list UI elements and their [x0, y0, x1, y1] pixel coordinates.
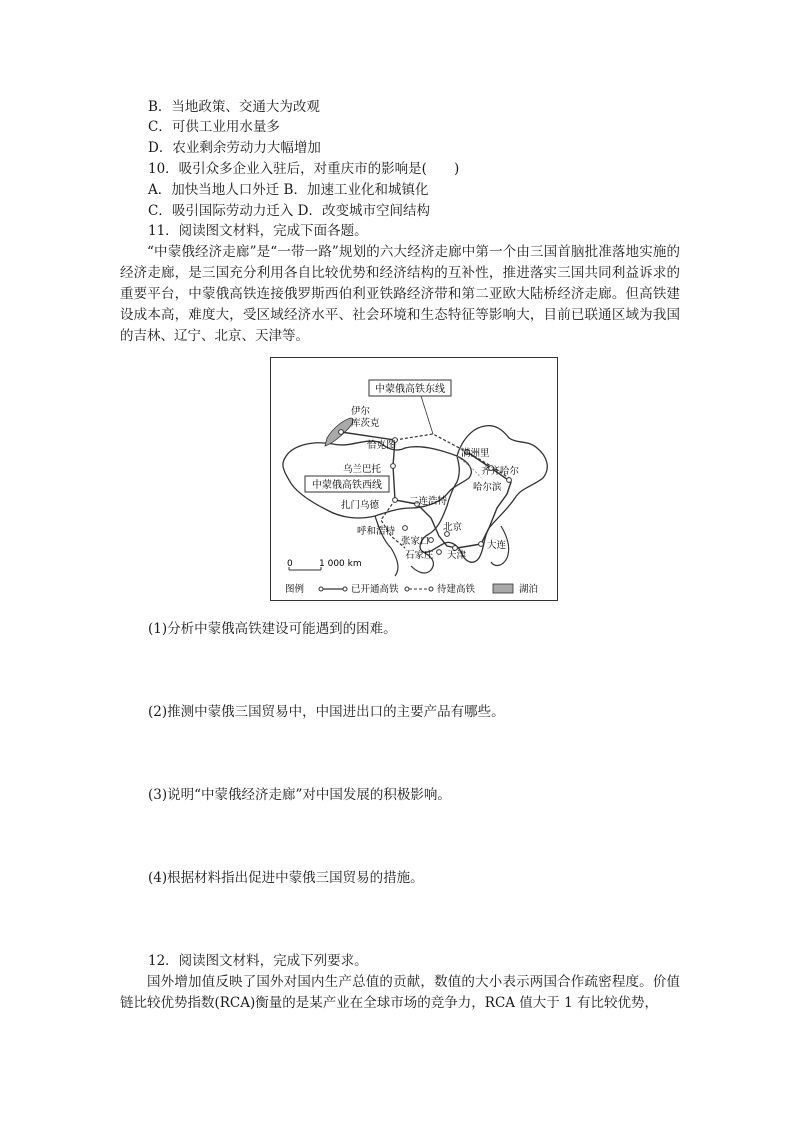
node-zamyn-uud	[393, 498, 398, 503]
q11-material: “中蒙俄经济走廊”是“一带一路”规划的六大经济走廊中第一个由三国首脑批准落地实施的经济走廊，是三国充分利用各自比较优势和经济结构的互补性，推进落实三国共同利益诉求的重要平台，中蒙俄高铁连接俄罗斯西伯利亚铁路经济带和第二亚欧大陆桥经济走廊。但高铁建设成本高，难度大，受区域经济水平、社会环境和生态特征等影响大，目前已联通区域为我国的吉林、辽宁、北京、天津等。	[120, 244, 680, 344]
label-qiqihar: 齐齐哈尔	[481, 466, 520, 477]
q9-option-b: B．当地政策、交通大为改观	[148, 99, 320, 115]
east-label-pointer	[421, 396, 433, 434]
legend-lake: 湖泊	[519, 584, 539, 595]
northeast-china-outline	[420, 426, 547, 563]
label-kyakhta: 恰克图	[367, 440, 396, 451]
label-hohhot: 呼和浩特	[357, 526, 396, 537]
q11-sub1: (1)分析中蒙俄高铁建设可能遇到的困难。	[148, 621, 397, 637]
corridor-map	[270, 357, 558, 601]
node-shijiazhuang	[437, 550, 442, 555]
node-harbin	[507, 478, 512, 483]
label-dalian: 大连	[487, 540, 507, 551]
q10-options-row2: C．吸引国际劳动力迁入 D．改变城市空间结构	[148, 203, 430, 219]
q12-material: 国外增加值反映了国外对国内生产总值的贡献，数值的大小表示两国合作疏密程度。价值链比较优势指数(RCA)衡量的是某产业在全球市场的竞争力，RCA 值大于 1 有比较优势，	[120, 974, 680, 1011]
node-irkutsk	[339, 430, 344, 435]
legend-opened: 已开通高铁	[351, 584, 399, 595]
node-dalian	[479, 542, 484, 547]
label-beijing: 北京	[443, 522, 463, 533]
label-irkutsk-2: 库茨克	[351, 418, 380, 429]
label-zhangjiakou: 张家口	[401, 536, 430, 547]
q11-sub3: (3)说明“中蒙俄经济走廊”对中国发展的积极影响。	[148, 787, 451, 803]
label-tianjin: 天津	[447, 550, 467, 561]
q12-stem: 12．阅读图文材料，完成下列要求。	[148, 953, 368, 969]
label-zamyn-uud: 扎门乌德	[341, 500, 380, 511]
node-hohhot	[403, 526, 408, 531]
label-ulaanbaatar: 乌兰巴托	[343, 464, 382, 475]
q10-options-row1: A．加快当地人口外迁 B．加速工业化和城镇化	[148, 182, 429, 198]
q11-sub2: (2)推测中蒙俄三国贸易中，中国进出口的主要产品有哪些。	[148, 704, 505, 720]
west-line-label: 中蒙俄高铁西线	[312, 480, 382, 491]
q9-option-d: D．农业剩余劳动力大幅增加	[148, 140, 321, 156]
scale-zero: 0	[287, 559, 293, 569]
label-harbin: 哈尔滨	[473, 482, 502, 493]
label-manzhouli: 满洲里	[461, 448, 490, 459]
q9-option-c: C．可供工业用水量多	[148, 119, 280, 135]
scale-distance: 1 000 km	[319, 559, 362, 569]
q10-stem: 10．吸引众多企业入驻后，对重庆市的影响是( )	[148, 161, 460, 177]
legend-planned: 待建高铁	[437, 584, 476, 595]
q11-sub4: (4)根据材料指出促进中蒙俄三国贸易的措施。	[148, 870, 424, 886]
label-shijiazhuang: 石家庄	[405, 550, 434, 561]
legend-title: 图例	[285, 584, 305, 595]
label-irkutsk-1: 伊尔	[351, 406, 371, 417]
node-ulaanbaatar	[391, 464, 396, 469]
label-erenhot: 二连浩特	[409, 496, 448, 507]
q11-stem: 11．阅读图文材料，完成下面各题。	[148, 223, 368, 239]
legend-lake-swatch	[493, 584, 513, 593]
east-line-label: 中蒙俄高铁东线	[375, 384, 445, 395]
